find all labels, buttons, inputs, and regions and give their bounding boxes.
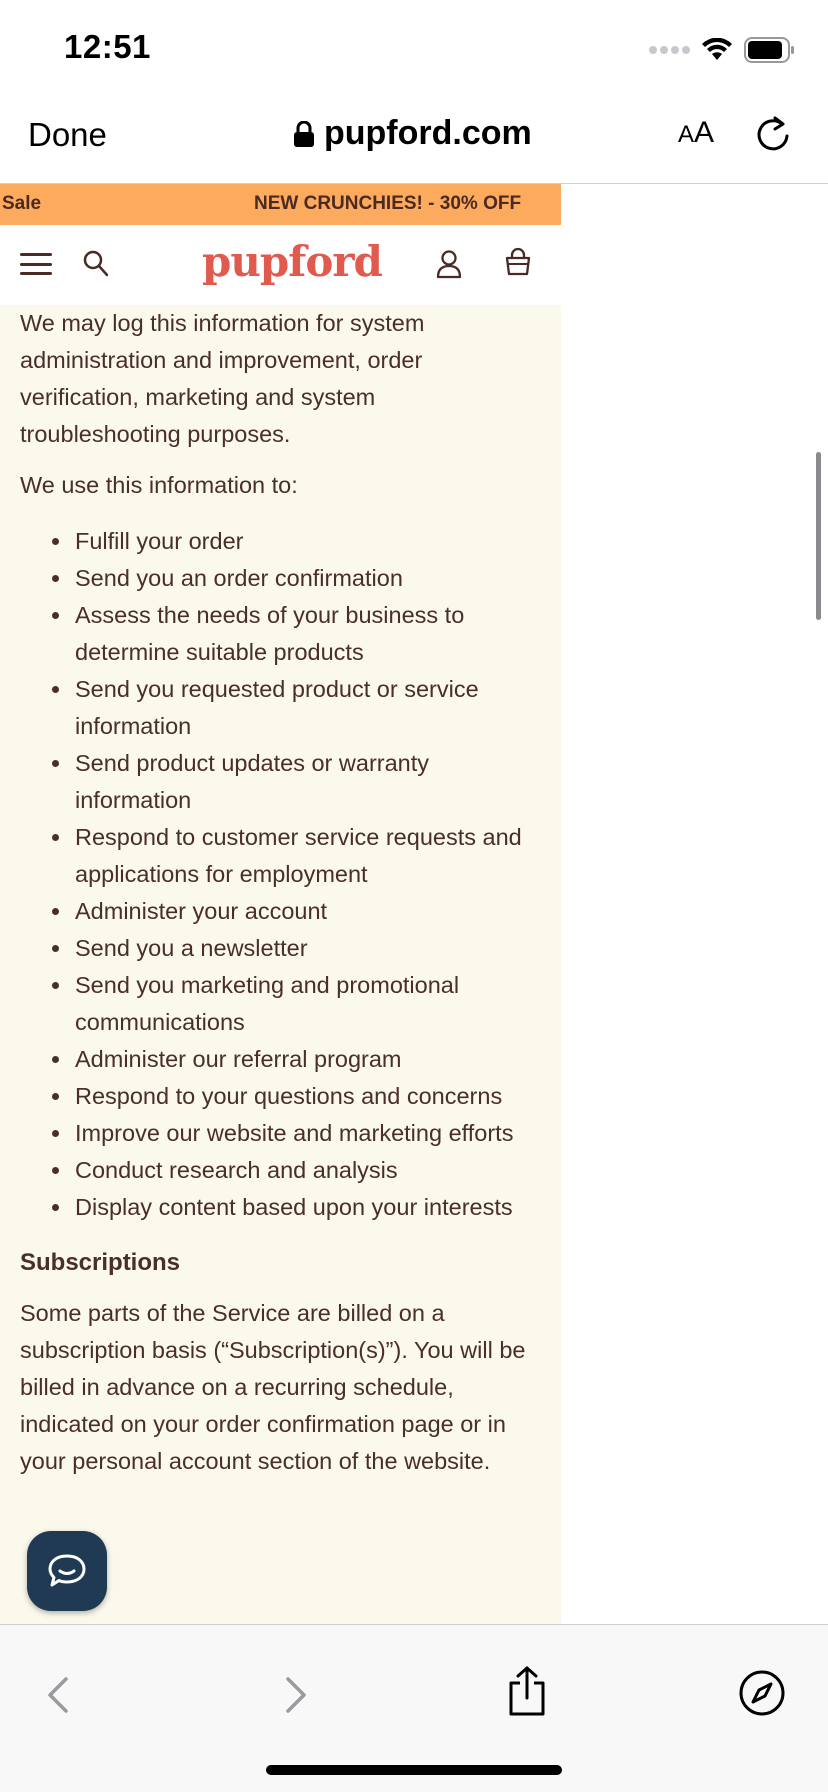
list-item: Respond to customer service requests and applications for employment — [20, 819, 540, 893]
list-item: Send product updates or warranty information — [20, 745, 540, 819]
share-icon[interactable] — [506, 1665, 548, 1717]
list-item: Send you marketing and promotional communications — [20, 967, 540, 1041]
account-icon[interactable] — [436, 249, 462, 279]
promo-text: NEW CRUNCHIES! - 30% OFF — [254, 193, 522, 214]
site-logo[interactable]: pupford — [202, 237, 382, 286]
back-icon[interactable] — [44, 1675, 72, 1715]
web-page — [0, 184, 561, 1624]
status-time: 12:51 — [64, 28, 151, 65]
site-header — [0, 225, 561, 305]
cart-icon[interactable] — [504, 247, 532, 277]
list-item: Improve our website and marketing efforts — [20, 1115, 540, 1152]
uses-list — [20, 523, 540, 1226]
url-text: pupford.com — [324, 114, 532, 152]
browser-address-bar — [0, 100, 828, 184]
list-item: Fulfill your order — [20, 523, 540, 560]
subscriptions-heading: Subscriptions — [20, 1249, 181, 1276]
list-item: Send you an order confirmation — [20, 560, 540, 597]
browser-toolbar — [0, 1624, 828, 1792]
scrollbar[interactable] — [816, 452, 821, 620]
promo-sale-text: Sale — [2, 193, 42, 214]
list-item: Respond to your questions and concerns — [20, 1078, 540, 1115]
chat-button[interactable] — [27, 1531, 107, 1611]
list-item: Send you requested product or service information — [20, 671, 540, 745]
url-field[interactable] — [294, 114, 532, 153]
status-bar — [0, 0, 828, 100]
compass-icon[interactable] — [738, 1669, 786, 1717]
list-item: Assess the needs of your business to determine suitable products — [20, 597, 540, 671]
home-indicator — [266, 1765, 562, 1775]
paragraph-log-info: We may log this information for system administration and improvement, order verification, marketing and system troubleshooting purposes. — [20, 310, 425, 447]
list-item: Administer your account — [20, 893, 540, 930]
wifi-icon — [702, 38, 732, 62]
battery-icon — [744, 37, 796, 63]
list-item: Conduct research and analysis — [20, 1152, 540, 1189]
text-size-button[interactable]: AA — [678, 116, 715, 149]
lock-icon — [294, 121, 314, 147]
promo-banner[interactable] — [0, 184, 561, 225]
menu-icon[interactable] — [20, 253, 52, 275]
list-item: Display content based upon your interests — [20, 1189, 540, 1226]
done-button[interactable]: Done — [28, 116, 107, 153]
cellular-signal-icon — [649, 46, 690, 54]
paragraph-subscriptions: Some parts of the Service are billed on a subscription basis (“Subscription(s)”). You will be billed in advance on a recurring schedule, indicated on your order confirmation page or in your personal account section of the website. — [20, 1300, 526, 1474]
reload-icon[interactable] — [756, 114, 792, 154]
search-icon[interactable] — [82, 249, 110, 279]
list-item: Send you a newsletter — [20, 930, 540, 967]
list-item: Administer our referral program — [20, 1041, 540, 1078]
paragraph-use-intro: We use this information to: — [20, 472, 298, 498]
chat-bubble-icon — [47, 1552, 87, 1590]
policy-content — [20, 305, 540, 1480]
status-icons — [649, 36, 796, 64]
forward-icon[interactable] — [282, 1675, 310, 1715]
